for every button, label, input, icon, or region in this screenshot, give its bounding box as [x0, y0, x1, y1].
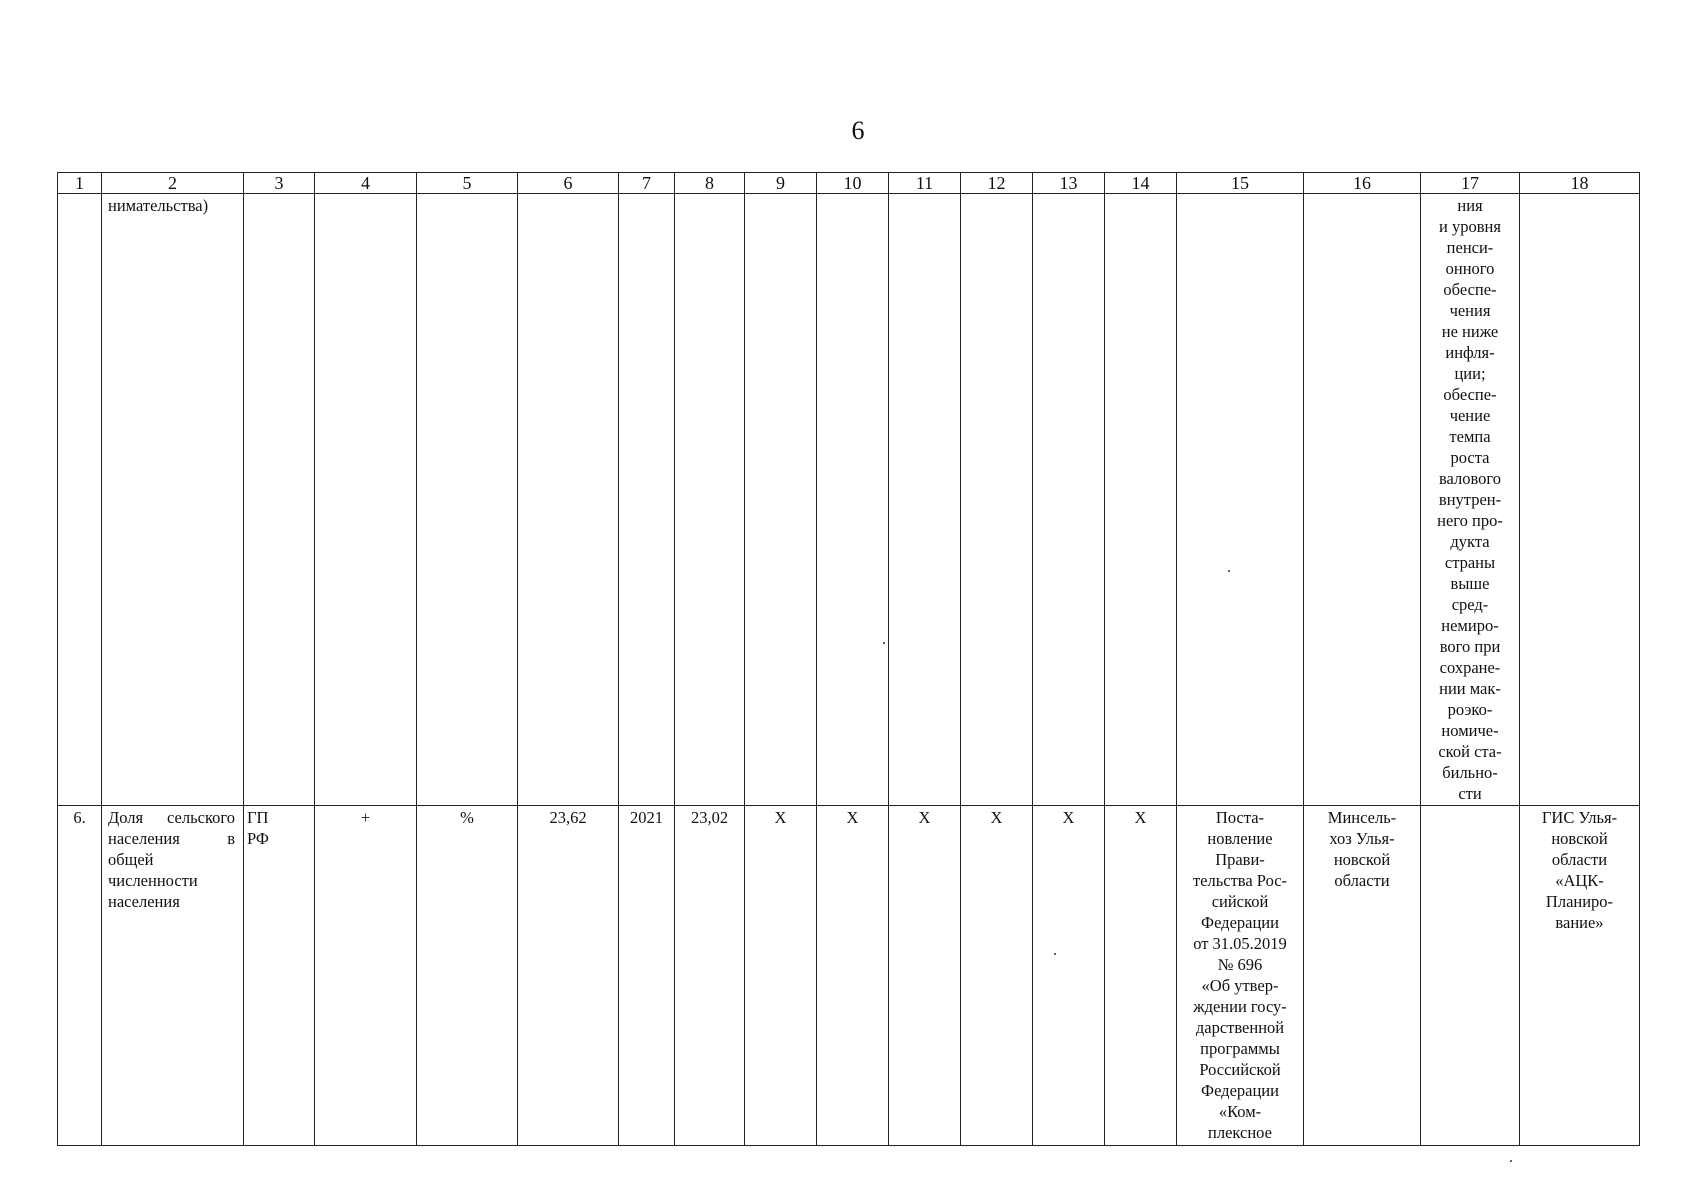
row-number-cell: 6.	[58, 806, 102, 1146]
indicator-name-cell: Доля сельского населения в общей численности населения	[102, 806, 244, 1146]
value-cell: X	[1105, 806, 1177, 1146]
table-cell	[1033, 194, 1105, 806]
scan-speck	[1228, 570, 1230, 572]
base-value-cell: 23,62	[518, 806, 619, 1146]
header-cell: 10	[817, 173, 889, 194]
header-cell: 17	[1421, 173, 1520, 194]
table-cell	[58, 194, 102, 806]
source-cell: ГП РФ	[244, 806, 315, 1146]
table-cell	[1105, 194, 1177, 806]
table-cell	[961, 194, 1033, 806]
value-cell: X	[1033, 806, 1105, 1146]
table-cell	[244, 194, 315, 806]
goal-text-cell	[1421, 806, 1520, 1146]
header-cell: 11	[889, 173, 961, 194]
indicator-row-6	[58, 806, 1640, 1146]
header-cell: 2	[102, 173, 244, 194]
table-cell	[1304, 194, 1421, 806]
header-cell: 7	[619, 173, 675, 194]
table-cell	[1177, 194, 1304, 806]
responsible-cell: Минсель- хоз Улья- новской области	[1304, 806, 1421, 1146]
header-cell: 14	[1105, 173, 1177, 194]
indicators-table	[57, 172, 1640, 1146]
table-cell	[817, 194, 889, 806]
header-cell: 1	[58, 173, 102, 194]
header-cell: 3	[244, 173, 315, 194]
header-cell: 18	[1520, 173, 1640, 194]
scan-speck	[1054, 953, 1056, 955]
header-cell: 16	[1304, 173, 1421, 194]
value-cell: X	[817, 806, 889, 1146]
header-cell: 9	[745, 173, 817, 194]
table-cell	[1520, 194, 1640, 806]
table-cell	[315, 194, 417, 806]
scan-speck	[883, 642, 885, 644]
header-cell: 6	[518, 173, 619, 194]
unit-cell: %	[417, 806, 518, 1146]
table-cell	[619, 194, 675, 806]
value-cell: X	[745, 806, 817, 1146]
table-cell	[518, 194, 619, 806]
value-cell: 23,02	[675, 806, 745, 1146]
info-system-cell: ГИС Улья- новской области «АЦК- Планиро- вание»	[1520, 806, 1640, 1146]
goal-text-cell: ния и уровня пенси- онного обеспе- чения не ниже инфля- ции; обеспе- чение темпа роста валового внутрен- него про- дукта страны выше сред- немиро- вого при сохране- нии мак- роэко- номиче- ской ста- бильно- сти	[1421, 194, 1520, 806]
scan-speck	[1510, 1160, 1512, 1162]
value-cell: X	[889, 806, 961, 1146]
table-cell	[889, 194, 961, 806]
direction-cell: +	[315, 806, 417, 1146]
page-number: 6	[851, 116, 865, 145]
table-cell	[745, 194, 817, 806]
table-cell	[417, 194, 518, 806]
header-cell: 13	[1033, 173, 1105, 194]
header-cell: 4	[315, 173, 417, 194]
header-row	[58, 173, 1640, 194]
table-cell	[675, 194, 745, 806]
value-cell: X	[961, 806, 1033, 1146]
continuation-row	[58, 194, 1640, 806]
header-cell: 5	[417, 173, 518, 194]
header-cell: 12	[961, 173, 1033, 194]
header-cell: 8	[675, 173, 745, 194]
indicator-name-cell: нимательства)	[102, 194, 244, 806]
document-cell: Поста- новление Прави- тельства Рос- сийской Федерации от 31.05.2019 № 696 «Об утвер- ждении госу- дарственной программы Российской Федерации «Ком- плексное	[1177, 806, 1304, 1146]
base-year-cell: 2021	[619, 806, 675, 1146]
header-cell: 15	[1177, 173, 1304, 194]
